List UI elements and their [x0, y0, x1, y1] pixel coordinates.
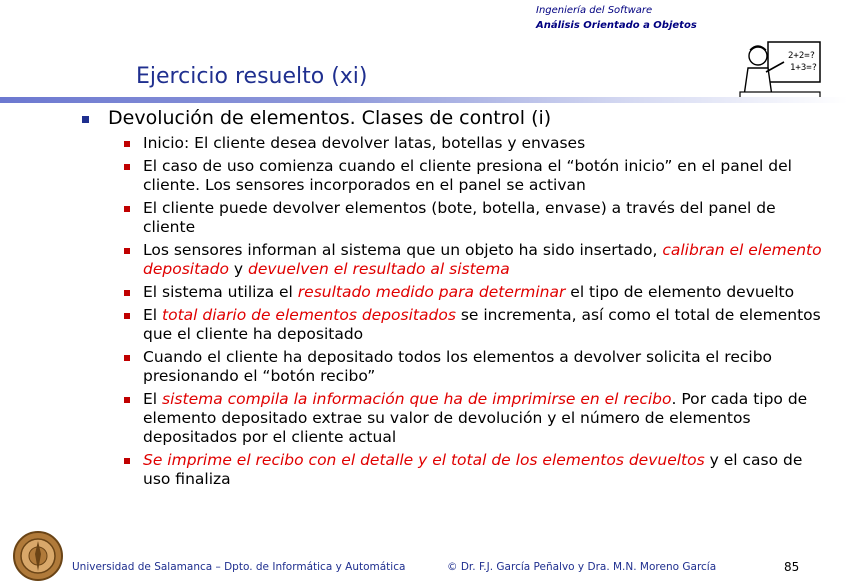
bullet-list [0, 134, 848, 493]
header-course: Ingeniería del Software [536, 5, 653, 16]
bullet-square-icon [124, 458, 130, 464]
bullet-square-icon [124, 248, 130, 254]
footer-university: Universidad de Salamanca – Dpto. de Informática y Automática [72, 561, 406, 573]
item-text: Cuando el cliente ha depositado todos los elementos a devolver solicita el recibo presionando el “botón recibo” [143, 348, 773, 385]
item-text: y [228, 260, 249, 278]
bullet-item [0, 348, 848, 386]
bullet-square-icon [124, 290, 130, 296]
bullet-square-icon [124, 141, 130, 147]
bullet-square-icon [124, 206, 130, 212]
bullet-item [0, 157, 848, 195]
item-text: Inicio: El cliente desea devolver latas, botellas y envases [143, 134, 586, 152]
emphasis-text: total diario de elementos depositados [162, 306, 456, 324]
svg-text:1+3=?: 1+3=? [790, 63, 818, 73]
emphasis-text: calibran el elemento depositado [143, 241, 822, 278]
footer-copyright: © Dr. F.J. García Peñalvo y Dra. M.N. Moreno García [447, 561, 717, 573]
level1-bullet-icon [82, 116, 89, 123]
bullet-item [0, 306, 848, 344]
emphasis-text: resultado medido para determinar [297, 283, 566, 301]
bullet-square-icon [124, 397, 130, 403]
item-text: El sistema utiliza el [143, 283, 298, 301]
page-title: Ejercicio resuelto (xi) [136, 64, 368, 89]
item-text: El [143, 306, 163, 324]
bullet-square-icon [124, 164, 130, 170]
header-subject: Análisis Orientado a Objetos [536, 20, 697, 31]
item-text: se incrementa, así como el total de elementos que el cliente ha depositado [143, 306, 821, 343]
bullet-item [0, 390, 848, 447]
item-text: El cliente puede devolver elementos (bote, botella, envase) a través del panel de cliente [143, 199, 776, 236]
emphasis-text: sistema compila la información que ha de imprimirse en el recibo [162, 390, 672, 408]
item-text: El caso de uso comienza cuando el cliente presiona el “botón inicio” en el panel del cliente. Los sensores incorporados en el panel se activan [143, 157, 792, 194]
item-text: . Por cada tipo de elemento depositado extrae su valor de devolución y el número de elementos depositados por el cliente actual [143, 390, 808, 446]
title-underline [0, 97, 848, 103]
bullet-item [0, 199, 848, 237]
bullet-item [0, 283, 848, 302]
university-seal-icon [12, 530, 64, 582]
bullet-item [0, 451, 848, 489]
item-text: y el caso de uso finaliza [143, 451, 803, 488]
emphasis-text: Se imprime el recibo con el detalle y el total de los elementos devueltos [143, 451, 705, 469]
bullet-square-icon [124, 313, 130, 319]
bullet-item [0, 134, 848, 153]
bullet-square-icon [124, 355, 130, 361]
item-text: Los sensores informan al sistema que un objeto ha sido insertado, [143, 241, 663, 259]
emphasis-text: devuelven el resultado al sistema [248, 260, 510, 278]
teacher-blackboard-icon [738, 40, 822, 102]
item-text: El [143, 390, 163, 408]
page-number: 85 [784, 560, 800, 574]
bullet-item [0, 241, 848, 279]
topic-heading: Devolución de elementos. Clases de control (i) [108, 107, 552, 129]
item-text: el tipo de elemento devuelto [565, 283, 795, 301]
svg-text:2+2=?: 2+2=? [788, 51, 816, 61]
